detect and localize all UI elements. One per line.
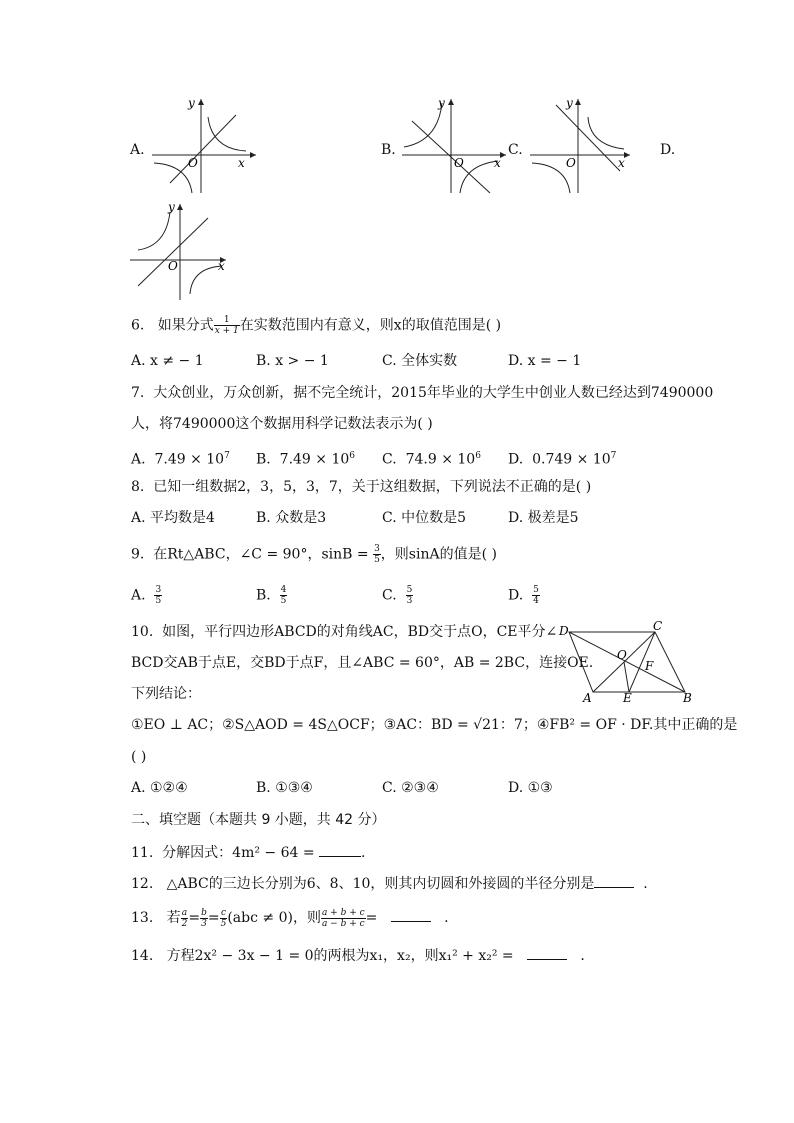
q11-stem <box>131 842 366 863</box>
q9-option-b-label: B. <box>256 587 271 604</box>
q9-option-b-frac <box>280 585 288 606</box>
q9-option-a-frac <box>154 585 162 606</box>
q6-option-b: B. x > − 1 <box>256 353 329 369</box>
q10-option-c: C. ②③④ <box>382 780 439 796</box>
section-2-title: 二、填空题（本题共 9 小题，共 42 分） <box>131 812 386 828</box>
q7-option-a-label: A. <box>131 451 146 468</box>
q7-option-d-base: 0.749 × 10 <box>532 451 611 468</box>
q9-number: 9. <box>131 546 145 563</box>
q7-option-c-exp: 6 <box>475 451 481 461</box>
q12-answer-blank[interactable] <box>594 873 634 888</box>
graph-d-origin: O <box>168 259 178 273</box>
q13-number: 13. <box>131 910 154 926</box>
graph-b-y-label: y <box>438 96 445 110</box>
graph-d-y-label: y <box>168 200 175 214</box>
graph-b-figure <box>398 95 510 195</box>
option-b-label: B. <box>381 142 396 158</box>
q7-option-d-exp: 7 <box>610 451 617 461</box>
graph-d-x-label: x <box>218 259 225 273</box>
q6-option-a: A. x ≠ − 1 <box>131 353 204 369</box>
graph-c-figure <box>526 95 638 195</box>
fig-label-e: E <box>623 691 632 705</box>
q9-option-d <box>508 585 540 606</box>
q9-option-d-den: 4 <box>533 596 539 606</box>
q10-line5: ( ) <box>131 749 147 765</box>
graph-a-figure <box>148 95 260 195</box>
q6-frac-num: 1 <box>214 315 240 326</box>
graph-c-origin: O <box>566 156 576 170</box>
q10-option-a: A. ①②④ <box>131 780 188 796</box>
q13-frac-result-den: a − b + c <box>321 918 365 929</box>
q8-option-a: A. 平均数是4 <box>131 510 215 526</box>
q11-answer-blank[interactable] <box>319 842 361 857</box>
q7-option-d-label: D. <box>508 451 524 468</box>
q9-option-c-frac <box>406 585 414 606</box>
q7-option-b-label: B. <box>256 451 271 468</box>
q7-option-b <box>256 446 355 470</box>
q9-option-c-num: 5 <box>406 585 413 595</box>
q13-mid: (abc ≠ 0)，则 <box>227 910 321 926</box>
q7-option-c <box>382 446 481 470</box>
q8-text: 已知一组数据2，3，5，3，7，关于这组数据，下列说法不正确的是( ) <box>153 479 592 495</box>
q12-stem <box>131 873 648 894</box>
q14-answer-blank[interactable] <box>527 945 567 960</box>
q9-option-d-num: 5 <box>533 585 539 595</box>
graph-a-x-label: x <box>238 156 245 170</box>
q13-frac-b-num: b <box>201 907 207 918</box>
option-a-label: A. <box>130 142 145 158</box>
q9-option-d-label: D. <box>508 587 524 604</box>
q9-stem <box>131 544 497 565</box>
q11-tail: . <box>361 845 366 861</box>
q6-option-c: C. 全体实数 <box>382 353 458 369</box>
q10-text-line1: 如图，平行四边形ABCD的对角线AC，BD交于点O，CE平分∠ <box>162 624 558 640</box>
q7-option-a <box>131 446 230 470</box>
q14-number: 14. <box>131 948 154 964</box>
q6-number: 6. <box>131 317 145 334</box>
q7-option-b-exp: 6 <box>349 451 356 461</box>
q10-number: 10. <box>131 624 154 640</box>
q10-line3: 下列结论： <box>131 686 201 702</box>
option-c-label: C. <box>508 142 523 158</box>
q7-option-b-base: 7.49 × 10 <box>279 451 350 468</box>
q6-frac-den: x + 1 <box>214 326 239 336</box>
q11-text: 分解因式：4m² − 64 = <box>162 845 315 861</box>
q13-frac-b <box>200 908 208 929</box>
q13-stem <box>131 907 449 929</box>
q9-fraction <box>373 544 381 565</box>
q9-stem-post: ，则sinA的值是( ) <box>380 546 497 563</box>
fig-label-d: D <box>559 624 569 638</box>
q7-option-c-label: C. <box>382 451 397 468</box>
q7-text-line1: 大众创业，万众创新，据不完全统计，2015年毕业的大学生中创业人数已经达到7490000 <box>153 385 714 401</box>
fig-label-f: F <box>645 659 654 673</box>
fig-label-a: A <box>583 691 592 705</box>
q10-parallelogram-figure <box>555 618 700 706</box>
q13-frac-a-den: 2 <box>181 918 188 929</box>
q13-frac-a-num: a <box>181 907 188 918</box>
q9-option-a-label: A. <box>131 587 146 604</box>
q8-option-d: D. 极差是5 <box>508 510 579 526</box>
q10-option-b: B. ①③④ <box>256 780 313 796</box>
q9-option-c-den: 3 <box>406 596 413 606</box>
q13-tail: . <box>444 910 449 926</box>
q9-frac-num: 3 <box>374 544 380 554</box>
q8-stem <box>131 477 591 497</box>
q13-frac-c-num: c <box>220 907 226 918</box>
q10-line1 <box>131 622 557 642</box>
q11-number: 11. <box>131 845 154 861</box>
q8-option-b: B. 众数是3 <box>256 510 327 526</box>
q6-stem-post: 在实数范围内有意义，则x的取值范围是( ) <box>239 317 502 334</box>
q6-option-d: D. x = − 1 <box>508 353 582 369</box>
q14-tail: . <box>580 948 585 964</box>
q14-stem <box>131 945 585 966</box>
q13-frac-b-den: 3 <box>201 918 207 929</box>
q7-line2: 人，将7490000这个数据用科学记数法表示为( ) <box>131 416 433 432</box>
q9-option-b-num: 4 <box>280 585 287 595</box>
q13-pre: 若 <box>166 910 181 926</box>
graph-b-x-label: x <box>494 156 501 170</box>
q13-answer-blank[interactable] <box>391 907 431 922</box>
fig-label-o: O <box>617 648 627 662</box>
graph-a-y-label: y <box>188 96 195 110</box>
q9-option-a <box>131 585 162 606</box>
q9-option-c-label: C. <box>382 587 397 604</box>
q7-option-a-exp: 7 <box>224 451 230 461</box>
q13-eq-3: = <box>365 910 378 926</box>
q12-tail: . <box>643 876 648 892</box>
q13-eq-2: = <box>207 910 220 926</box>
q6-fraction <box>214 315 240 336</box>
q13-eq-1: = <box>188 910 201 926</box>
q7-option-a-base: 7.49 × 10 <box>154 451 225 468</box>
q10-line4: ①EO ⊥ AC；②S△AOD = 4S△OCF；③AC：BD = √21：7；④FB² = OF · DF.其中正确的是 <box>131 717 738 733</box>
q9-option-d-frac <box>532 585 540 606</box>
option-d-label: D. <box>660 142 676 158</box>
q9-option-a-num: 3 <box>155 585 162 595</box>
q9-option-b <box>256 585 287 606</box>
q6-stem-pre: 如果分式 <box>157 317 214 334</box>
q9-option-c <box>382 585 413 606</box>
graph-c-x-label: x <box>618 156 625 170</box>
q9-option-a-den: 5 <box>155 596 162 606</box>
q13-frac-c-den: 5 <box>220 918 227 929</box>
q8-number: 8. <box>131 479 145 495</box>
q9-frac-den: 5 <box>374 555 380 565</box>
q13-frac-result <box>321 908 366 929</box>
fig-label-c: C <box>653 619 663 633</box>
graph-a-origin: O <box>188 156 198 170</box>
q7-option-d <box>508 446 616 470</box>
q14-text: 方程2x² − 3x − 1 = 0的两根为x₁，x₂，则x₁² + x₂² = <box>166 948 514 964</box>
q6-stem <box>131 315 501 336</box>
q7-line1 <box>131 383 713 403</box>
graph-b-origin: O <box>454 156 464 170</box>
graph-d-figure <box>126 200 238 302</box>
q12-text: △ABC的三边长分别为6、8、10，则其内切圆和外接圆的半径分别是 <box>166 876 595 892</box>
q9-option-b-den: 5 <box>280 596 287 606</box>
q8-option-c: C. 中位数是5 <box>382 510 467 526</box>
q7-number: 7. <box>131 385 145 401</box>
fig-label-b: B <box>683 691 692 705</box>
q12-number: 12. <box>131 876 154 892</box>
q9-stem-pre: 在Rt△ABC，∠C = 90°，sinB = <box>153 546 374 563</box>
q7-option-c-base: 74.9 × 10 <box>405 451 476 468</box>
graph-c-y-label: y <box>566 96 573 110</box>
q10-line2: BCD交AB于点E，交BD于点F，且∠ABC = 60°，AB = 2BC，连接OE. <box>131 655 594 671</box>
q13-frac-result-num: a + b + c <box>321 907 365 918</box>
q10-option-d: D. ①③ <box>508 780 553 796</box>
